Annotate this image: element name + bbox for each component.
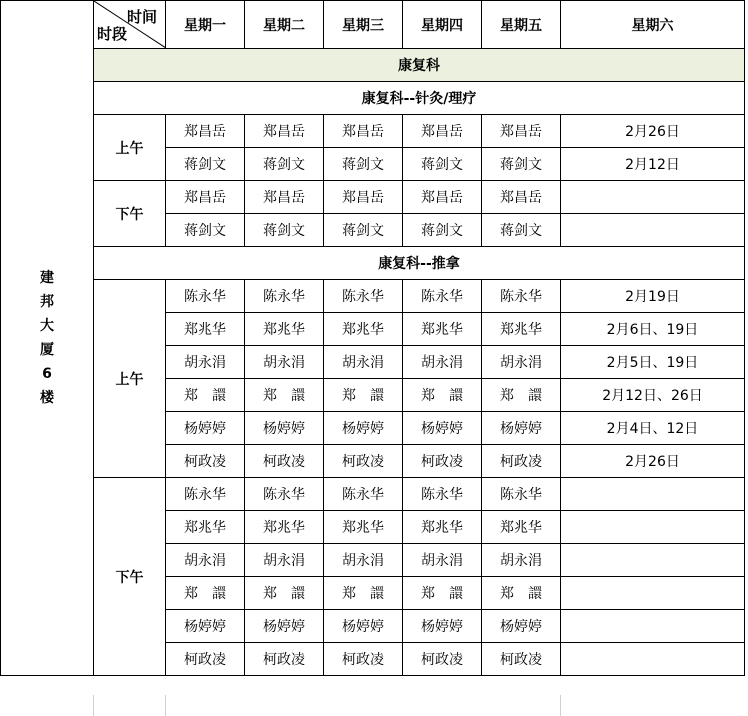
saturday-cell [561, 511, 745, 544]
doctor-cell: 胡永涓 [482, 346, 561, 379]
doctor-cell: 陈永华 [482, 280, 561, 313]
department-row [1, 49, 745, 82]
section-row [1, 82, 745, 115]
day-header-sat: 星期六 [561, 1, 745, 49]
doctor-cell: 杨婷婷 [482, 610, 561, 643]
period-label: 上午 [94, 280, 166, 478]
doctor-cell: 柯政凌 [403, 643, 482, 676]
doctor-cell: 蒋剑文 [245, 214, 324, 247]
doctor-cell: 陈永华 [166, 280, 245, 313]
header-row [1, 1, 745, 49]
doctor-cell: 杨婷婷 [166, 610, 245, 643]
corner-header-cell [94, 1, 166, 49]
doctor-cell: 蒋剑文 [482, 148, 561, 181]
doctor-cell: 郑昌岳 [482, 115, 561, 148]
saturday-cell: 2月5日、19日 [561, 346, 745, 379]
saturday-cell [561, 214, 745, 247]
period-label: 下午 [94, 181, 166, 247]
saturday-cell: 2月6日、19日 [561, 313, 745, 346]
corner-period-label: 时段 [97, 25, 128, 43]
doctor-cell: 蒋剑文 [166, 148, 245, 181]
doctor-cell: 郑兆华 [324, 313, 403, 346]
doctor-cell: 柯政凌 [482, 643, 561, 676]
saturday-cell: 2月12日、26日 [561, 379, 745, 412]
sheet-gridline [93, 695, 94, 716]
doctor-cell: 陈永华 [324, 478, 403, 511]
doctor-cell: 郑昌岳 [245, 181, 324, 214]
saturday-cell: 2月12日 [561, 148, 745, 181]
period-label: 上午 [94, 115, 166, 181]
doctor-cell: 胡永涓 [324, 346, 403, 379]
doctor-cell: 柯政凌 [482, 445, 561, 478]
doctor-cell: 杨婷婷 [324, 412, 403, 445]
doctor-cell: 柯政凌 [403, 445, 482, 478]
period-label: 下午 [94, 478, 166, 676]
doctor-cell: 郑昌岳 [166, 115, 245, 148]
doctor-cell: 胡永涓 [324, 544, 403, 577]
saturday-cell [561, 478, 745, 511]
doctor-cell: 郑 譞 [166, 577, 245, 610]
doctor-cell: 郑昌岳 [324, 115, 403, 148]
doctor-cell: 郑兆华 [403, 511, 482, 544]
section-row [1, 247, 745, 280]
doctor-cell: 蒋剑文 [324, 148, 403, 181]
doctor-cell: 蒋剑文 [245, 148, 324, 181]
building-cell [1, 1, 94, 676]
doctor-cell: 郑兆华 [482, 511, 561, 544]
doctor-cell: 杨婷婷 [324, 610, 403, 643]
section-title: 康复科--推拿 [94, 247, 745, 280]
doctor-cell: 郑 譞 [245, 379, 324, 412]
doctor-cell: 郑昌岳 [403, 115, 482, 148]
doctor-cell: 郑 譞 [166, 379, 245, 412]
doctor-cell: 蒋剑文 [403, 148, 482, 181]
doctor-cell: 蒋剑文 [403, 214, 482, 247]
sheet-gridline [560, 695, 561, 716]
doctor-cell: 陈永华 [166, 478, 245, 511]
doctor-cell: 郑昌岳 [482, 181, 561, 214]
sheet-blank-area [0, 694, 748, 716]
saturday-cell [561, 643, 745, 676]
doctor-cell: 郑兆华 [403, 313, 482, 346]
doctor-cell: 胡永涓 [166, 544, 245, 577]
doctor-cell: 杨婷婷 [482, 412, 561, 445]
saturday-cell [561, 577, 745, 610]
doctor-cell: 蒋剑文 [482, 214, 561, 247]
doctor-cell: 杨婷婷 [403, 610, 482, 643]
day-header-wed: 星期三 [324, 1, 403, 49]
doctor-cell: 胡永涓 [166, 346, 245, 379]
doctor-cell: 胡永涓 [482, 544, 561, 577]
doctor-cell: 郑 譞 [403, 577, 482, 610]
saturday-cell: 2月19日 [561, 280, 745, 313]
doctor-cell: 郑 譞 [245, 577, 324, 610]
sheet-gridline [165, 695, 166, 716]
doctor-cell: 郑 譞 [403, 379, 482, 412]
doctor-cell: 郑兆华 [245, 313, 324, 346]
day-header-tue: 星期二 [245, 1, 324, 49]
doctor-cell: 陈永华 [245, 478, 324, 511]
doctor-cell: 胡永涓 [245, 346, 324, 379]
doctor-cell: 陈永华 [324, 280, 403, 313]
table-row [1, 115, 745, 148]
doctor-cell: 陈永华 [403, 478, 482, 511]
doctor-cell: 郑兆华 [166, 511, 245, 544]
doctor-cell: 柯政凌 [245, 445, 324, 478]
doctor-cell: 郑兆华 [324, 511, 403, 544]
doctor-cell: 柯政凌 [245, 643, 324, 676]
doctor-cell: 郑 譞 [482, 379, 561, 412]
doctor-cell: 郑昌岳 [245, 115, 324, 148]
saturday-cell: 2月26日 [561, 445, 745, 478]
day-header-thu: 星期四 [403, 1, 482, 49]
doctor-cell: 柯政凌 [166, 643, 245, 676]
doctor-cell: 胡永涓 [403, 544, 482, 577]
doctor-cell: 杨婷婷 [166, 412, 245, 445]
doctor-cell: 蒋剑文 [166, 214, 245, 247]
table-row [1, 181, 745, 214]
doctor-cell: 柯政凌 [166, 445, 245, 478]
saturday-cell: 2月4日、12日 [561, 412, 745, 445]
saturday-cell [561, 610, 745, 643]
saturday-cell [561, 181, 745, 214]
department-title: 康复科 [94, 49, 745, 82]
doctor-cell: 郑昌岳 [403, 181, 482, 214]
doctor-cell: 郑 譞 [482, 577, 561, 610]
doctor-cell: 郑兆华 [166, 313, 245, 346]
doctor-cell: 蒋剑文 [324, 214, 403, 247]
doctor-cell: 郑 譞 [324, 379, 403, 412]
building-label: 建邦大厦6楼 [40, 270, 54, 406]
doctor-cell: 陈永华 [245, 280, 324, 313]
doctor-cell: 柯政凌 [324, 445, 403, 478]
doctor-cell: 郑兆华 [482, 313, 561, 346]
corner-time-label: 时间 [126, 8, 157, 26]
saturday-cell [561, 544, 745, 577]
doctor-cell: 陈永华 [482, 478, 561, 511]
day-header-mon: 星期一 [166, 1, 245, 49]
doctor-cell: 胡永涓 [403, 346, 482, 379]
doctor-cell: 郑兆华 [245, 511, 324, 544]
doctor-cell: 郑 譞 [324, 577, 403, 610]
doctor-cell: 杨婷婷 [245, 610, 324, 643]
day-header-fri: 星期五 [482, 1, 561, 49]
doctor-cell: 柯政凌 [324, 643, 403, 676]
doctor-cell: 杨婷婷 [403, 412, 482, 445]
saturday-cell: 2月26日 [561, 115, 745, 148]
doctor-cell: 郑昌岳 [166, 181, 245, 214]
doctor-cell: 陈永华 [403, 280, 482, 313]
doctor-cell: 杨婷婷 [245, 412, 324, 445]
section-title: 康复科--针灸/理疗 [94, 82, 745, 115]
doctor-cell: 胡永涓 [245, 544, 324, 577]
doctor-cell: 郑昌岳 [324, 181, 403, 214]
table-row [1, 478, 745, 511]
table-row [1, 280, 745, 313]
